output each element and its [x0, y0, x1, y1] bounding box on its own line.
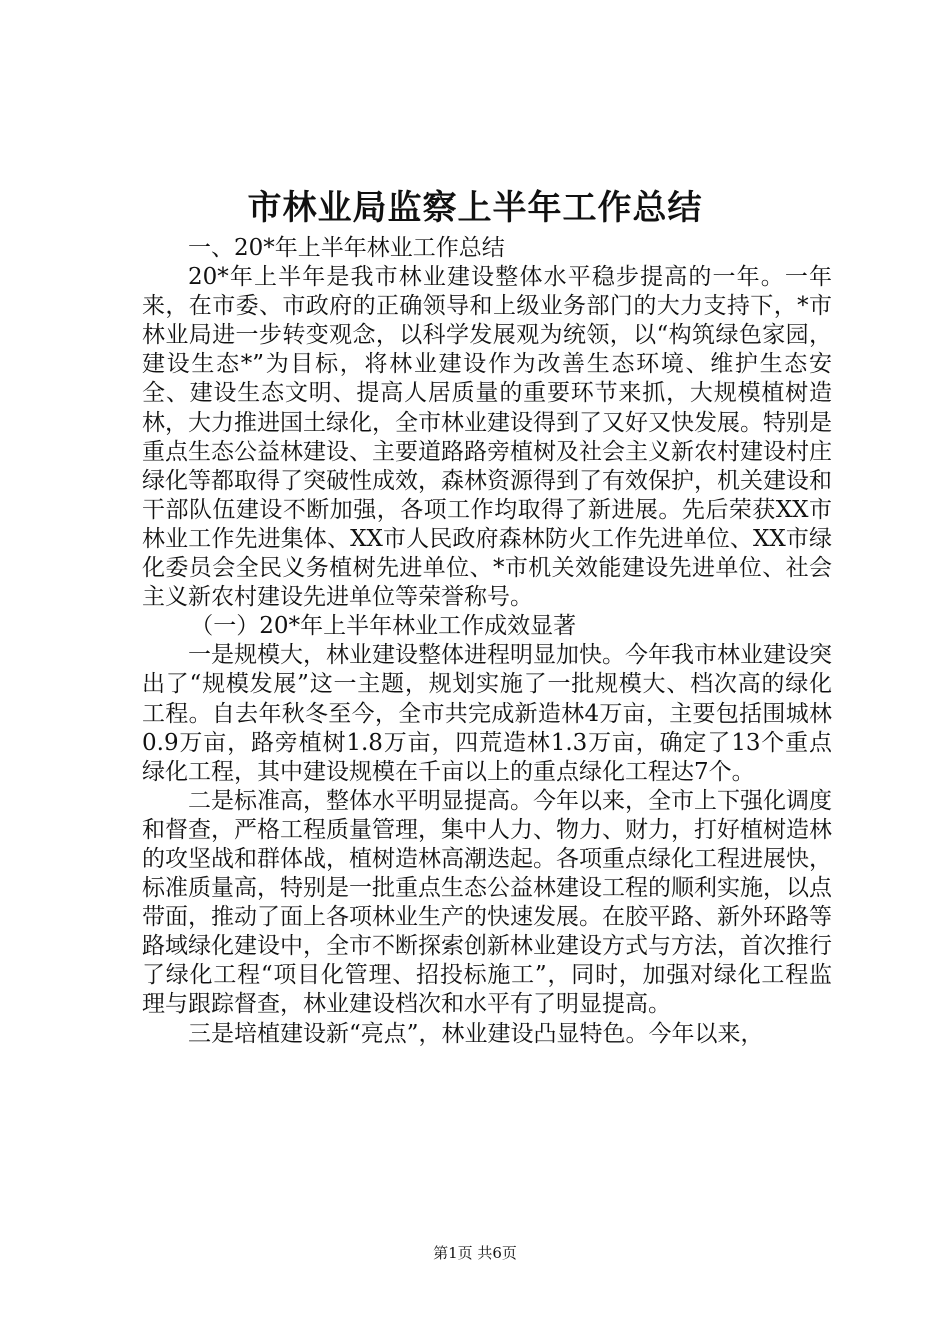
paragraph: 一是规模大，林业建设整体进程明显加快。今年我市林业建设突出了“规模发展”这一主题，规划实施了一批规模大、档次高的绿化工程。自去年秋冬至今，全市共完成新造林4万亩，主要包括围城林0.9万亩，路旁植树1.8万亩，四荒造林1.3万亩，确定了13个重点绿化工程，其中建设规模在千亩以上的重点绿化工程达7个。 — [142, 642, 832, 785]
paragraph: 三是培植建设新“亮点”，林业建设凸显特色。今年以来， — [188, 1020, 764, 1047]
page-number-footer: 第1页 共6页 — [433, 1244, 517, 1262]
subsection-heading: （一）20*年上半年林业工作成效显著 — [190, 613, 577, 640]
paragraph: 二是标准高，整体水平明显提高。今年以来，全市上下强化调度和督查，严格工程质量管理，集中人力、物力、财力，打好植树造林的攻坚战和群体战，植树造林高潮迭起。各项重点绿化工程进展快，标准质量高，特别是一批重点生态公益林建设工程的顺利实施，以点带面，推动了面上各项林业生产的快速发展。在胶平路、新外环路等路域绿化建设中，全市不断探索创新林业建设方式与方法，首次推行了绿化工程“项目化管理、招投标施工”，同时，加强对绿化工程监理与跟踪督查，林业建设档次和水平有了明显提高。 — [142, 787, 832, 1018]
document-body — [142, 234, 832, 1049]
section-heading: 一、20*年上半年林业工作总结 — [188, 235, 505, 261]
document-title: 市林业局监察上半年工作总结 — [247, 188, 703, 228]
paragraph: 20*年上半年是我市林业建设整体水平稳步提高的一年。一年来，在市委、市政府的正确领导和上级业务部门的大力支持下，*市林业局进一步转变观念，以科学发展观为统领，以“构筑绿色家园，建设生态*”为目标，将林业建设作为改善生态环境、维护生态安全、建设生态文明、提高人居质量的重要环节来抓，大规模植树造林，大力推进国土绿化，全市林业建设得到了又好又快发展。特别是重点生态公益林建设、主要道路路旁植树及社会主义新农村建设村庄绿化等都取得了突破性成效，森林资源得到了有效保护，机关建设和干部队伍建设不断加强，各项工作均取得了新进展。先后荣获XX市林业工作先进集体、XX市人民政府森林防火工作先进单位、XX市绿化委员会全民义务植树先进单位、*市机关效能建设先进单位、社会主义新农村建设先进单位等荣誉称号。 — [142, 264, 832, 611]
